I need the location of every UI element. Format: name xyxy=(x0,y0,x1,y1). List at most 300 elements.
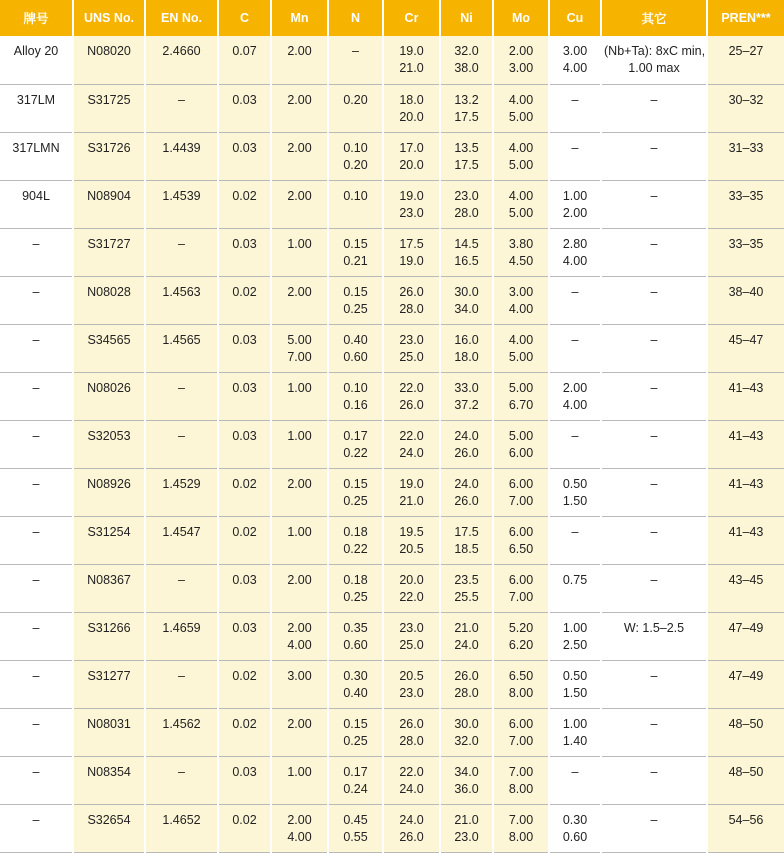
cell-mo-line: 6.00 xyxy=(508,572,534,587)
cell-ni xyxy=(440,516,493,564)
cell-mn xyxy=(271,228,328,276)
cell-cr xyxy=(383,516,440,564)
cell-grade: – xyxy=(0,804,73,852)
cell-n-line: 0.22 xyxy=(343,445,368,460)
cell-uns: N08354 xyxy=(73,756,145,804)
cell-n xyxy=(328,564,383,612)
cell-other-line: – xyxy=(650,716,658,731)
cell-grade: Alloy 20 xyxy=(0,36,73,84)
cell-cr-line: 28.0 xyxy=(399,733,424,748)
cell-n xyxy=(328,612,383,660)
cell-cr-line: 26.0 xyxy=(399,397,424,412)
cell-cu xyxy=(549,516,601,564)
cell-en: 1.4563 xyxy=(145,276,218,324)
cell-other xyxy=(601,84,707,132)
cell-n-line: 0.25 xyxy=(343,589,368,604)
cell-uns: S34565 xyxy=(73,324,145,372)
cell-en: – xyxy=(145,84,218,132)
cell-n-line: 0.24 xyxy=(343,781,368,796)
cell-mo xyxy=(493,276,549,324)
cell-other xyxy=(601,324,707,372)
cell-grade: – xyxy=(0,756,73,804)
cell-en: 1.4439 xyxy=(145,132,218,180)
cell-cr xyxy=(383,660,440,708)
cell-cu xyxy=(549,660,601,708)
cell-pren: 33–35 xyxy=(707,180,784,228)
cell-cr-line: 20.5 xyxy=(399,668,424,683)
cell-cu-line: 1.40 xyxy=(562,733,588,748)
cell-n xyxy=(328,276,383,324)
cell-cu-line: 3.00 xyxy=(562,44,588,58)
cell-uns: N08026 xyxy=(73,372,145,420)
cell-other-line: – xyxy=(650,92,658,107)
cell-en: 1.4547 xyxy=(145,516,218,564)
cell-ni-line: 30.0 xyxy=(454,284,479,299)
table-row xyxy=(0,516,784,564)
cell-pren: 45–47 xyxy=(707,324,784,372)
cell-cu-line: 1.00 xyxy=(562,188,588,203)
cell-cr-line: 19.0 xyxy=(399,188,424,203)
cell-cu-line: 1.00 xyxy=(562,620,588,635)
cell-grade: – xyxy=(0,276,73,324)
cell-ni-line: 32.0 xyxy=(454,44,479,58)
cell-mo-line: 6.20 xyxy=(508,637,534,652)
cell-mo-line: 8.00 xyxy=(508,781,534,796)
cell-c: 0.02 xyxy=(218,516,271,564)
cell-other-line: W: 1.5–2.5 xyxy=(623,620,685,635)
cell-ni-line: 24.0 xyxy=(454,637,479,652)
cell-ni-line: 25.5 xyxy=(454,589,479,604)
cell-cu xyxy=(549,420,601,468)
cell-mo xyxy=(493,420,549,468)
cell-uns: S32654 xyxy=(73,804,145,852)
cell-cr-line: 20.0 xyxy=(399,572,424,587)
cell-mo xyxy=(493,84,549,132)
cell-cr xyxy=(383,36,440,84)
cell-uns: S31727 xyxy=(73,228,145,276)
cell-mn xyxy=(271,660,328,708)
cell-uns: S31254 xyxy=(73,516,145,564)
table-row xyxy=(0,324,784,372)
cell-other-line: 1.00 max xyxy=(628,61,680,75)
cell-mo xyxy=(493,708,549,756)
cell-ni-line: 23.5 xyxy=(454,572,479,587)
cell-mn-line: 3.00 xyxy=(287,668,312,683)
cell-mn xyxy=(271,756,328,804)
cell-cr-line: 25.0 xyxy=(399,637,424,652)
cell-n-line: 0.17 xyxy=(343,764,368,779)
cell-n-line: 0.21 xyxy=(343,253,368,268)
cell-mo-line: 6.00 xyxy=(508,476,534,491)
cell-ni-line: 36.0 xyxy=(454,781,479,796)
cell-mo-line: 8.00 xyxy=(508,685,534,700)
cell-cr xyxy=(383,324,440,372)
cell-n-line: 0.25 xyxy=(343,733,368,748)
cell-other xyxy=(601,564,707,612)
cell-pren: 47–49 xyxy=(707,612,784,660)
cell-mn xyxy=(271,180,328,228)
table-row xyxy=(0,660,784,708)
cell-mo-line: 3.80 xyxy=(508,236,534,251)
cell-ni-line: 13.5 xyxy=(454,140,479,155)
cell-pren: 48–50 xyxy=(707,756,784,804)
cell-cu-line: – xyxy=(571,284,579,299)
cell-cu-line: – xyxy=(571,764,579,779)
cell-en: – xyxy=(145,228,218,276)
cell-uns: N08028 xyxy=(73,276,145,324)
cell-cu-line: 0.75 xyxy=(562,572,588,587)
cell-c: 0.03 xyxy=(218,564,271,612)
cell-cr xyxy=(383,612,440,660)
cell-ni-line: 24.0 xyxy=(454,428,479,443)
cell-mo xyxy=(493,324,549,372)
cell-mo-line: 7.00 xyxy=(508,589,534,604)
cell-cr-line: 24.0 xyxy=(399,781,424,796)
cell-ni-line: 16.0 xyxy=(454,332,479,347)
cell-uns: S32053 xyxy=(73,420,145,468)
cell-mn-line: 2.00 xyxy=(287,140,312,155)
cell-cr-line: 23.0 xyxy=(399,332,424,347)
cell-mo-line: 7.00 xyxy=(508,493,534,508)
cell-other xyxy=(601,372,707,420)
cell-ni-line: 23.0 xyxy=(454,188,479,203)
cell-cu-line: 2.00 xyxy=(562,205,588,220)
header-ni: Ni xyxy=(440,0,493,36)
cell-ni-line: 33.0 xyxy=(454,380,479,395)
cell-cu xyxy=(549,132,601,180)
cell-mo xyxy=(493,180,549,228)
cell-grade: – xyxy=(0,420,73,468)
cell-uns: S31277 xyxy=(73,660,145,708)
cell-cu-line: 1.50 xyxy=(562,493,588,508)
cell-cu xyxy=(549,612,601,660)
cell-mn-line: 2.00 xyxy=(287,476,312,491)
cell-ni xyxy=(440,564,493,612)
cell-mo-line: 4.00 xyxy=(508,301,534,316)
cell-ni-line: 38.0 xyxy=(454,61,479,75)
cell-cr-line: 22.0 xyxy=(399,380,424,395)
cell-cr-line: 22.0 xyxy=(399,589,424,604)
cell-grade: – xyxy=(0,660,73,708)
cell-n-line: 0.15 xyxy=(343,476,368,491)
cell-ni-line: 17.5 xyxy=(454,524,479,539)
cell-c: 0.03 xyxy=(218,228,271,276)
cell-c: 0.03 xyxy=(218,612,271,660)
cell-n-line: 0.10 xyxy=(343,188,368,203)
cell-mo-line: 4.00 xyxy=(508,188,534,203)
cell-n xyxy=(328,228,383,276)
cell-mo-line: 5.00 xyxy=(508,157,534,172)
cell-mo-line: 5.00 xyxy=(508,428,534,443)
cell-n-line: 0.15 xyxy=(343,716,368,731)
cell-cr-line: 25.0 xyxy=(399,349,424,364)
cell-cr-line: 17.5 xyxy=(399,236,424,251)
cell-cr-line: 23.0 xyxy=(399,685,424,700)
cell-mn xyxy=(271,276,328,324)
cell-ni xyxy=(440,372,493,420)
table-row xyxy=(0,36,784,84)
cell-mo-line: 6.70 xyxy=(508,397,534,412)
cell-n-line: 0.60 xyxy=(343,349,368,364)
cell-ni xyxy=(440,660,493,708)
cell-other-line: – xyxy=(650,380,658,395)
cell-mo xyxy=(493,132,549,180)
cell-n xyxy=(328,516,383,564)
cell-cu xyxy=(549,276,601,324)
cell-en: – xyxy=(145,564,218,612)
cell-uns: S31266 xyxy=(73,612,145,660)
header-c: C xyxy=(218,0,271,36)
cell-c: 0.02 xyxy=(218,708,271,756)
cell-pren: 41–43 xyxy=(707,468,784,516)
cell-other xyxy=(601,36,707,84)
cell-mo-line: 5.00 xyxy=(508,109,534,124)
cell-mn xyxy=(271,708,328,756)
cell-other-line: – xyxy=(650,284,658,299)
cell-mn xyxy=(271,516,328,564)
cell-other xyxy=(601,276,707,324)
table-row xyxy=(0,804,784,852)
cell-grade: – xyxy=(0,564,73,612)
cell-uns: N08367 xyxy=(73,564,145,612)
cell-ni xyxy=(440,84,493,132)
cell-n xyxy=(328,84,383,132)
header-uns: UNS No. xyxy=(73,0,145,36)
cell-n xyxy=(328,324,383,372)
cell-mn-line: 7.00 xyxy=(287,349,312,364)
cell-cr-line: 22.0 xyxy=(399,428,424,443)
table-row xyxy=(0,756,784,804)
cell-cr-line: 19.0 xyxy=(399,44,424,58)
cell-other-line: – xyxy=(650,332,658,347)
cell-other-line: – xyxy=(650,428,658,443)
cell-ni-line: 26.0 xyxy=(454,493,479,508)
cell-n-line: 0.18 xyxy=(343,524,368,539)
cell-cr-line: 18.0 xyxy=(399,92,424,107)
cell-mo-line: 6.00 xyxy=(508,445,534,460)
cell-mo xyxy=(493,228,549,276)
cell-cu-line: 0.50 xyxy=(562,476,588,491)
cell-mo xyxy=(493,660,549,708)
cell-cr xyxy=(383,132,440,180)
cell-ni xyxy=(440,276,493,324)
table-row xyxy=(0,564,784,612)
cell-cr xyxy=(383,228,440,276)
cell-mo xyxy=(493,468,549,516)
cell-ni-line: 34.0 xyxy=(454,764,479,779)
cell-cu xyxy=(549,228,601,276)
cell-cu xyxy=(549,708,601,756)
cell-n-line: 0.10 xyxy=(343,140,368,155)
cell-n xyxy=(328,708,383,756)
cell-c: 0.03 xyxy=(218,324,271,372)
cell-n-line: 0.25 xyxy=(343,301,368,316)
cell-mn xyxy=(271,612,328,660)
cell-mn xyxy=(271,372,328,420)
header-cr: Cr xyxy=(383,0,440,36)
cell-cr xyxy=(383,804,440,852)
cell-uns: N08926 xyxy=(73,468,145,516)
cell-ni-line: 18.5 xyxy=(454,541,479,556)
cell-uns: N08031 xyxy=(73,708,145,756)
cell-cu xyxy=(549,804,601,852)
cell-ni xyxy=(440,708,493,756)
cell-n xyxy=(328,756,383,804)
header-mo: Mo xyxy=(493,0,549,36)
cell-n-line: 0.16 xyxy=(343,397,368,412)
cell-cr xyxy=(383,756,440,804)
cell-en: 1.4652 xyxy=(145,804,218,852)
cell-n xyxy=(328,804,383,852)
cell-cr xyxy=(383,372,440,420)
cell-c: 0.03 xyxy=(218,84,271,132)
cell-mo-line: 6.50 xyxy=(508,541,534,556)
cell-grade: – xyxy=(0,324,73,372)
cell-n-line: 0.30 xyxy=(343,668,368,683)
cell-grade: – xyxy=(0,372,73,420)
cell-grade: 317LM xyxy=(0,84,73,132)
cell-c: 0.03 xyxy=(218,132,271,180)
cell-n-line: 0.20 xyxy=(343,157,368,172)
cell-mn-line: 2.00 xyxy=(287,572,312,587)
cell-cu-line: 1.50 xyxy=(562,685,588,700)
cell-cr-line: 21.0 xyxy=(399,61,424,75)
cell-grade: – xyxy=(0,612,73,660)
cell-other xyxy=(601,612,707,660)
cell-other xyxy=(601,756,707,804)
cell-n-line: 0.22 xyxy=(343,541,368,556)
cell-mo-line: 7.00 xyxy=(508,733,534,748)
table-row xyxy=(0,708,784,756)
cell-ni-line: 23.0 xyxy=(454,829,479,844)
cell-other-line: – xyxy=(650,188,658,203)
cell-mn-line: 1.00 xyxy=(287,524,312,539)
cell-n-line: 0.15 xyxy=(343,284,368,299)
cell-uns: S31725 xyxy=(73,84,145,132)
cell-cu xyxy=(549,564,601,612)
table-body xyxy=(0,36,784,852)
cell-ni xyxy=(440,180,493,228)
cell-ni-line: 17.5 xyxy=(454,109,479,124)
cell-n xyxy=(328,36,383,84)
cell-n-line: 0.35 xyxy=(343,620,368,635)
cell-cu xyxy=(549,36,601,84)
cell-cr-line: 19.0 xyxy=(399,476,424,491)
cell-mn-line: 2.00 xyxy=(287,284,312,299)
cell-cr xyxy=(383,420,440,468)
cell-c: 0.02 xyxy=(218,660,271,708)
cell-other-line: – xyxy=(650,812,658,827)
cell-pren: 43–45 xyxy=(707,564,784,612)
cell-ni-line: 24.0 xyxy=(454,476,479,491)
cell-mo-line: 7.00 xyxy=(508,812,534,827)
cell-other-line: – xyxy=(650,524,658,539)
cell-mn-line: 2.00 xyxy=(287,620,312,635)
cell-en: 1.4539 xyxy=(145,180,218,228)
cell-cr-line: 22.0 xyxy=(399,764,424,779)
cell-mo-line: 3.00 xyxy=(508,61,534,75)
cell-ni xyxy=(440,420,493,468)
cell-cu-line: – xyxy=(571,332,579,347)
cell-n-line: – xyxy=(352,44,359,58)
cell-cu-line: 4.00 xyxy=(562,61,588,75)
cell-mn xyxy=(271,36,328,84)
cell-cu-line: – xyxy=(571,92,579,107)
cell-other xyxy=(601,468,707,516)
cell-cu-line: 0.50 xyxy=(562,668,588,683)
cell-ni-line: 28.0 xyxy=(454,205,479,220)
header-en: EN No. xyxy=(145,0,218,36)
cell-cu-line: 0.60 xyxy=(562,829,588,844)
cell-cu-line: 4.00 xyxy=(562,397,588,412)
cell-mo-line: 8.00 xyxy=(508,829,534,844)
cell-cr-line: 23.0 xyxy=(399,620,424,635)
cell-cr-line: 26.0 xyxy=(399,716,424,731)
cell-ni-line: 32.0 xyxy=(454,733,479,748)
cell-n xyxy=(328,660,383,708)
cell-ni xyxy=(440,804,493,852)
cell-grade: – xyxy=(0,708,73,756)
cell-cu-line: 2.00 xyxy=(562,380,588,395)
cell-cr-line: 24.0 xyxy=(399,812,424,827)
cell-ni-line: 28.0 xyxy=(454,685,479,700)
cell-cr-line: 21.0 xyxy=(399,493,424,508)
cell-mo xyxy=(493,612,549,660)
header-grade: 牌号 xyxy=(0,0,73,36)
cell-cu xyxy=(549,180,601,228)
header-pren: PREN*** xyxy=(707,0,784,36)
cell-mn xyxy=(271,132,328,180)
cell-other xyxy=(601,708,707,756)
cell-mn-line: 4.00 xyxy=(287,829,312,844)
table-row xyxy=(0,180,784,228)
cell-mn-line: 1.00 xyxy=(287,428,312,443)
table-row xyxy=(0,420,784,468)
cell-mo xyxy=(493,756,549,804)
header-n: N xyxy=(328,0,383,36)
cell-n-line: 0.40 xyxy=(343,685,368,700)
cell-cu-line: 1.00 xyxy=(562,716,588,731)
cell-ni-line: 18.0 xyxy=(454,349,479,364)
cell-grade: 317LMN xyxy=(0,132,73,180)
cell-n xyxy=(328,468,383,516)
cell-mn-line: 2.00 xyxy=(287,44,312,58)
cell-mn-line: 2.00 xyxy=(287,812,312,827)
cell-mo xyxy=(493,516,549,564)
cell-ni xyxy=(440,324,493,372)
cell-pren: 54–56 xyxy=(707,804,784,852)
cell-c: 0.03 xyxy=(218,372,271,420)
cell-ni-line: 17.5 xyxy=(454,157,479,172)
cell-cu xyxy=(549,324,601,372)
cell-ni xyxy=(440,132,493,180)
cell-pren: 31–33 xyxy=(707,132,784,180)
cell-n xyxy=(328,180,383,228)
cell-other-line: – xyxy=(650,236,658,251)
cell-mn xyxy=(271,804,328,852)
cell-other xyxy=(601,132,707,180)
cell-c: 0.02 xyxy=(218,180,271,228)
cell-cr-line: 26.0 xyxy=(399,284,424,299)
cell-other-line: (Nb+Ta): 8xC min, xyxy=(604,44,706,58)
cell-ni-line: 16.5 xyxy=(454,253,479,268)
cell-ni xyxy=(440,468,493,516)
cell-cr-line: 20.0 xyxy=(399,157,424,172)
cell-mo xyxy=(493,36,549,84)
cell-mn xyxy=(271,420,328,468)
cell-n-line: 0.45 xyxy=(343,812,368,827)
cell-cr-line: 24.0 xyxy=(399,445,424,460)
